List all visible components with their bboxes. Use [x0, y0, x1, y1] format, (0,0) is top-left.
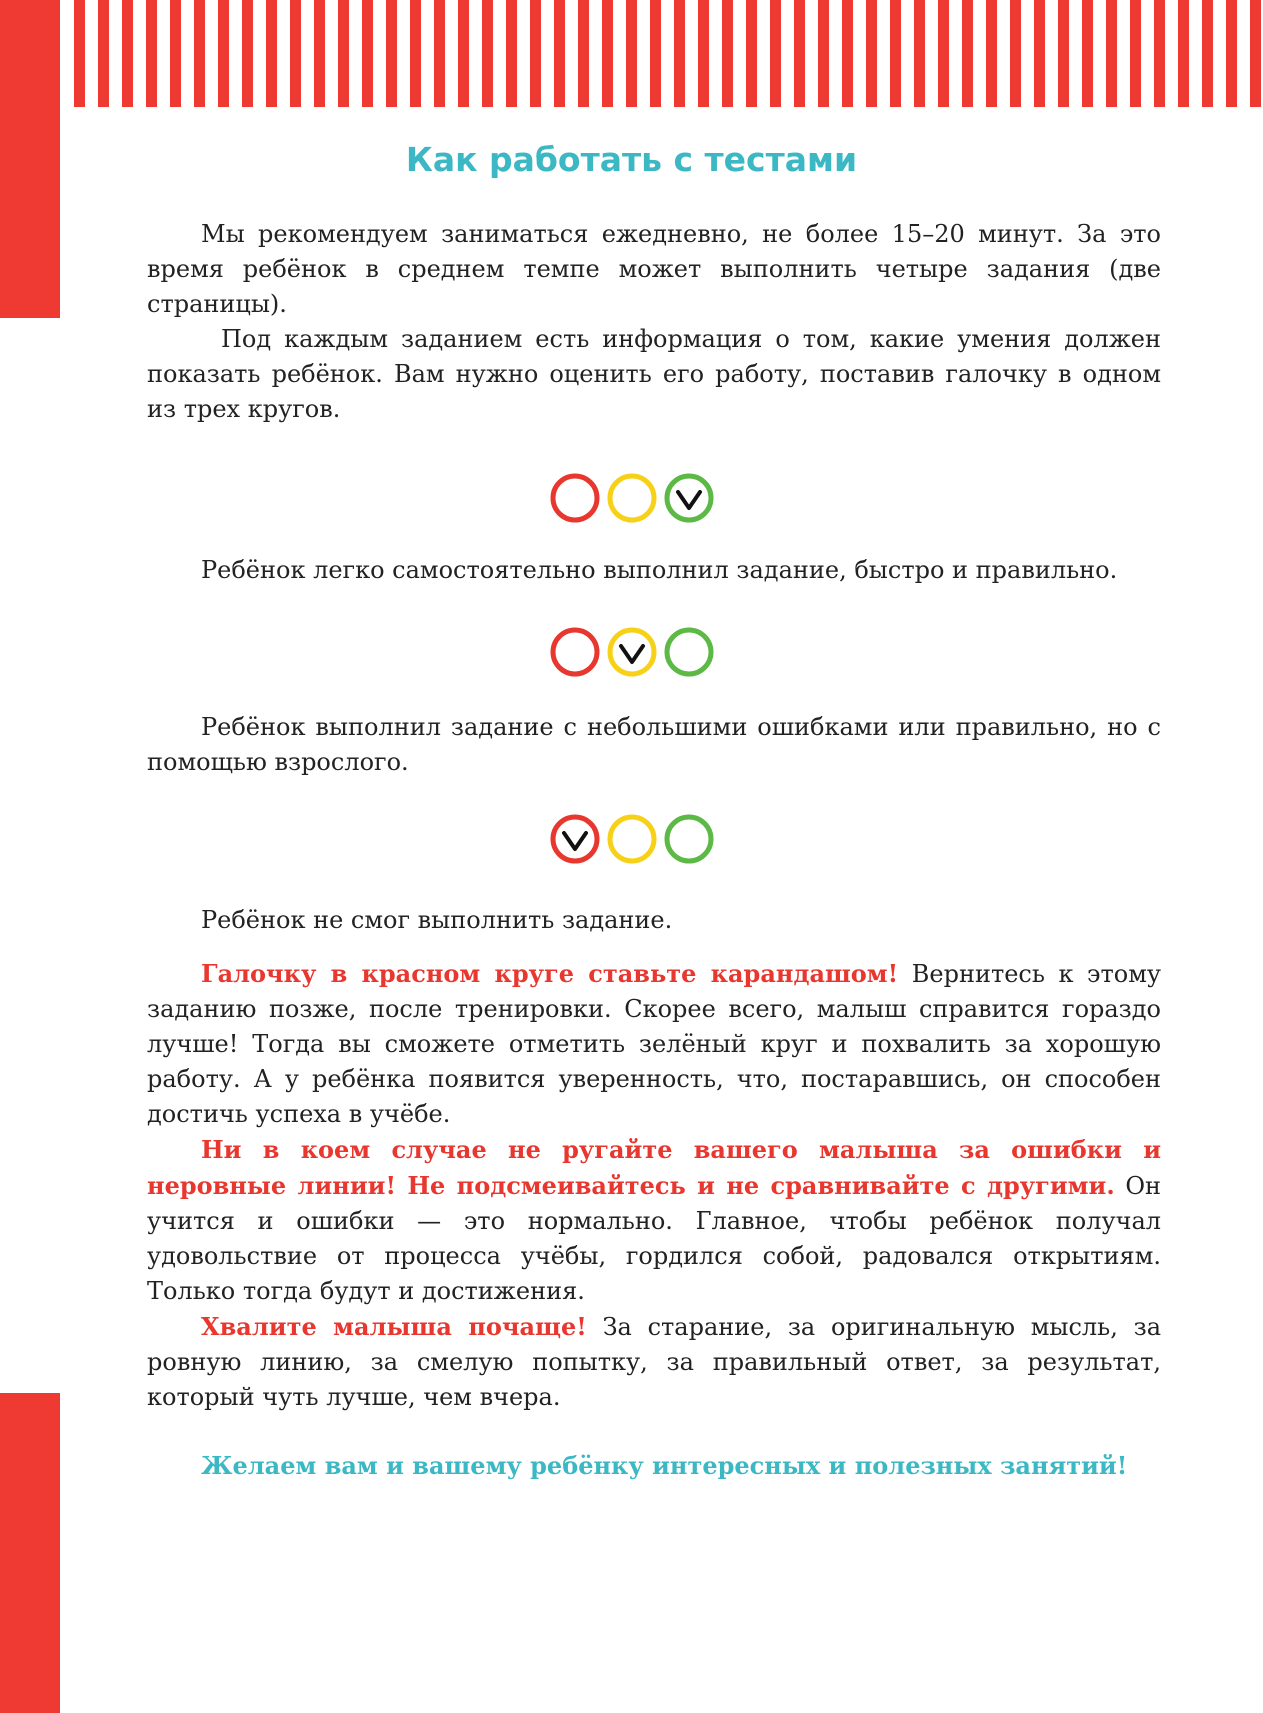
intro-section — [147, 217, 1161, 427]
advice-2-text: Он учится и ошибки — это нормально. Главное, чтобы ребёнок получал удовольствие от процесса учёбы, гордился собой, радовался открытиям. Только тогда будут и достижения. — [147, 1172, 1161, 1305]
rating-3-text: Ребёнок не смог выполнить задание. — [201, 906, 673, 934]
advice-1-text: Вернитесь к этому заданию позже, после тренировки. Скорее всего, малыш справится гораздо лучше! Тогда вы сможете отметить зелёный круг и похвалить за хорошую работу. А у ребёнка появится уверенность, что, постаравшись, он способен достичь успеха в учёбе. — [147, 960, 1162, 1128]
green-circle-icon — [667, 476, 711, 520]
rating-3-section — [147, 903, 1161, 938]
decorative-stripes — [74, 0, 1263, 107]
rating-1-text: Ребёнок легко самостоятельно выполнил задание, быстро и правильно. — [201, 556, 1118, 584]
rating-circles-yellow — [0, 624, 1263, 680]
advice-paragraph-2 — [147, 1132, 1161, 1309]
traffic-circles-icon — [547, 470, 717, 526]
advice-3-highlight: Хвалите малыша почаще! — [201, 1312, 587, 1341]
page-title: Как работать с тестами — [405, 140, 858, 179]
red-circle-icon — [553, 476, 597, 520]
intro-paragraph-1: Мы рекомендуем заниматься ежедневно, не более 15–20 минут. За это время ребёнок в среднем темпе может выполнить четыре задания (две страницы). — [147, 220, 1161, 318]
checkmark-icon — [678, 492, 700, 508]
green-circle-icon — [667, 817, 711, 861]
green-circle-icon — [667, 630, 711, 674]
advice-section — [147, 956, 1161, 1415]
rating-1-section — [147, 553, 1161, 588]
rating-circles-green — [0, 470, 1263, 526]
red-circle-icon — [553, 630, 597, 674]
advice-3-text: За старание, за оригинальную мысль, за ровную линию, за смелую попытку, за правильный ответ, за результат, который чуть лучше, чем вчера. — [147, 1313, 1161, 1411]
advice-2-highlight: Ни в коем случае не ругайте вашего малыша за ошибки и неровные линии! Не подсмеивайтесь и не сравнивайте с другими. — [147, 1135, 1161, 1200]
traffic-circles-icon — [547, 624, 717, 680]
closing-text: Желаем вам и вашему ребёнку интересных и полезных занятий! — [201, 1451, 1128, 1480]
rating-2-text: Ребёнок выполнил задание с небольшими ошибками или правильно, но с помощью взрослого. — [147, 713, 1161, 776]
closing-section — [147, 1448, 1161, 1483]
intro-paragraph-2: Под каждым заданием есть информация о том, какие умения должен показать ребёнок. Вам нужно оценить его работу, поставив галочку в одном из трех кругов. — [147, 325, 1161, 423]
yellow-circle-icon — [610, 630, 654, 674]
decorative-bar-bottom — [0, 1393, 60, 1713]
yellow-circle-icon — [610, 817, 654, 861]
rating-2-section — [147, 710, 1161, 780]
yellow-circle-icon — [610, 476, 654, 520]
traffic-circles-icon — [547, 811, 717, 867]
advice-paragraph-3 — [147, 1309, 1161, 1415]
red-circle-icon — [553, 817, 597, 861]
checkmark-icon — [564, 833, 586, 849]
advice-1-highlight: Галочку в красном круге ставьте карандашом! — [201, 959, 899, 988]
advice-paragraph-1 — [147, 956, 1161, 1132]
rating-circles-red — [0, 811, 1263, 867]
checkmark-icon — [621, 646, 643, 662]
